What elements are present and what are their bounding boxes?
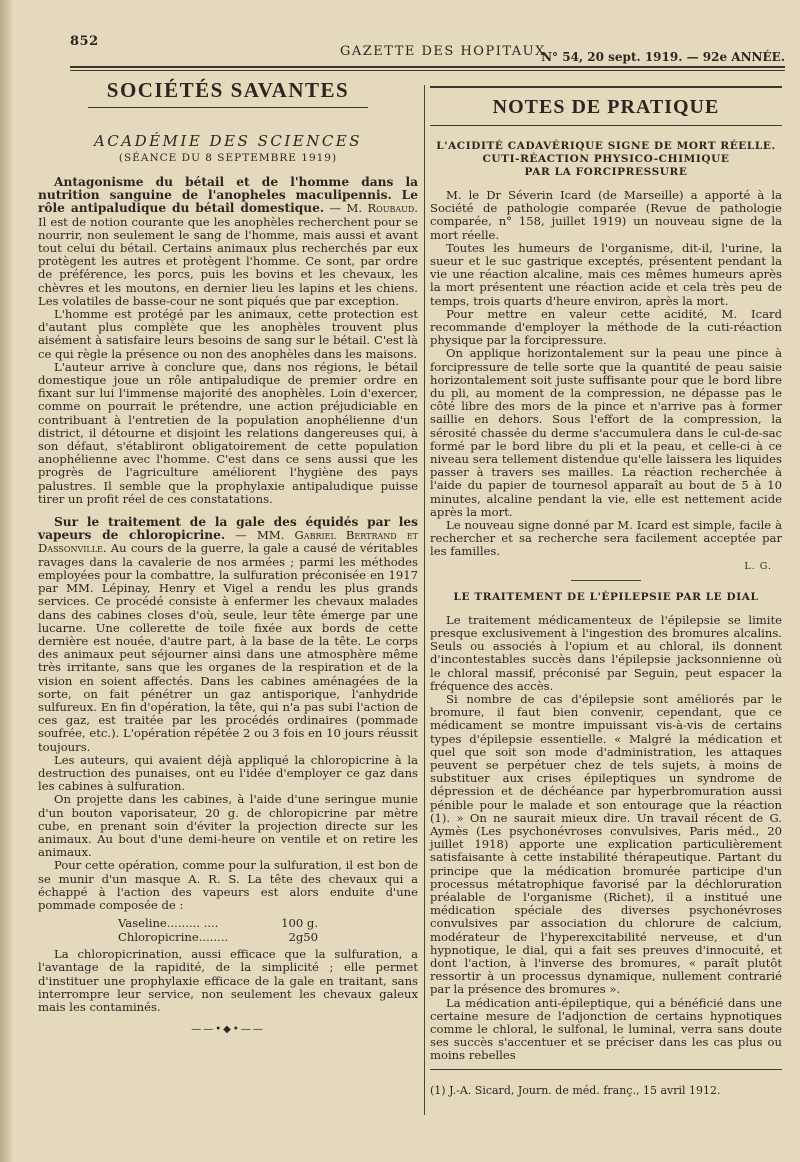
page-edge-shadow xyxy=(0,0,12,1162)
section-title-notes: NOTES DE PRATIQUE xyxy=(492,96,720,118)
formula-row xyxy=(118,916,318,930)
article-paragraph: La médication anti-épileptique, qui a bénéficié dans une certaine mesure de l'adjonction de certains hypnotiques comme le chloral, le sulfonal, le luminal, verra sans doute ses succès s'accentuer et se préciser dans les cas plus ou moins rebelles xyxy=(430,995,782,1063)
article-paragraph: Antagonisme du bétail et de l'homme dans la nutrition sanguine de l'anopheles maculipennis. Le rôle antipaludique du bétail domestique. — M. Roubaud. Il est de notion courante que les anophèles recherchent pour se nourrir, non seulement le sang de l'homme, mais aussi et avant tout celui du bétail. Certains animaux plus recherchés par eux protègent les autres et protègent l'homme. Ce sont, par ordre de préférence, les porcs, puis les bovins et les chevaux, les chèvres et les moutons, en dernier lieu les lapins et les chiens. Les volatiles de basse-cour ne sont piqués que par exception. xyxy=(38,175,418,308)
section-rule xyxy=(88,107,368,108)
article-paragraph: La chloropicrination, aussi efficace que la sulfuration, a l'avantage de la rapidité, de la simplicité ; elle permet d'instituer une prophylaxie efficace de la gale en traitant, sans interrompre leur service, non seulement les chevaux galeux mais les contaminés. xyxy=(38,947,418,1014)
issue-info: N° 54, 20 sept. 1919. — 92e ANNÉE. xyxy=(541,50,785,64)
page-header xyxy=(70,28,785,68)
article-paragraph: Le nouveau signe donné par M. Icard est simple, facile à rechercher et sa recherche sera facilement acceptée par les familles. xyxy=(430,518,782,559)
formula-ingredient: Vaseline......... .... xyxy=(118,916,219,931)
end-ornament: ——•◆•—— xyxy=(191,1024,265,1036)
article-separator xyxy=(571,580,641,581)
column-divider xyxy=(424,85,425,1115)
formula-quantity: 100 g. xyxy=(281,916,318,931)
article-heading-epilepsie: LE TRAITEMENT DE L'ÉPILEPSIE PAR LE DIAL xyxy=(453,590,759,603)
article-signature: L. G. xyxy=(744,560,772,572)
left-column xyxy=(38,70,418,1035)
article-author: MM. Gabriel Bertrand et Dassonville. xyxy=(38,528,419,556)
article-paragraph: Pour cette opération, comme pour la sulfuration, il est bon de se munir d'un masque A. R. S. La tête des chevaux qui a échappé à l'action des vapeurs est alors enduite d'une pommade composée de : xyxy=(38,858,418,912)
article-bertrand xyxy=(38,516,418,1014)
article-text: Il est de notion courante que les anophèles recherchent pour se nourrir, non seulement le sang de l'homme, mais aussi et avant tout celui du bétail. Certains animaux plus recherchés par eux protègent les autres et protègent l'homme. Ce sont, par ordre de préférence, les porcs, puis les bovins et les chevaux, les chèvres et les moutons, en dernier lieu les lapins et les chiens. Les volatiles de basse-cour ne sont piqués que par exception. xyxy=(38,214,418,308)
article-paragraph: M. le Dr Séverin Icard (de Marseille) a apporté à la Société de pathologie comparée (Revue de pathologie comparée, n° 158, juillet 1919) un nouveau signe de la mort réelle. xyxy=(430,188,782,242)
academy-heading: ACADÉMIE DES SCIENCES xyxy=(93,132,363,150)
article-paragraph: Les auteurs, qui avaient déjà appliqué la chloropicrine à la destruction des punaises, ont eu l'idée d'employer ce gaz dans les cabines à sulfuration. xyxy=(38,752,418,794)
article-title: Sur le traitement de la gale des équidés par les vapeurs de chloropicrine. xyxy=(38,515,418,543)
heading-line: L'ACIDITÉ CADAVÉRIQUE SIGNE DE MORT RÉELLE. xyxy=(436,140,776,152)
notes-rule xyxy=(430,125,782,126)
article-paragraph: Si nombre de cas d'épilepsie sont améliorés par le bromure, il faut bien convenir, cependant, que ce médicament se montre impuissant vis-à-vis de certains types d'épilepsie essentielle. « Malgré la médication et quel que soit son mode d'administration, les attaques peuvent se perpétuer chez de tels sujets, à moins de substituer aux crises épileptiques un syndrome de dépression et de déchéance par hyperbromuration aussi pénible pour le malade et son entourage que la réaction (1). » On ne saurait mieux dire. Un travail récent de G. Aymès (Les psychonévroses convulsives, Paris méd., 20 juillet 1918) apporte une explication particulièrement satisfaisante à cette instabilité thérapeutique. Partant du principe que la médication bromurée participe d'un processus métatrophique favorisé par la déchloruration préalable de l'organisme (Richet), il a institué une médication spéciale des diverses psychonévroses convulsives par association du chlorure de calcium, modérateur de l'hyperexcitabilité nerveuse, et d'un hypnotique, le dial, qui a fait ses preuves d'innocuité, et dont l'action, à l'inverse des bromures, « paraît plutôt ressortir à un processus dynamique, nullement contrarié par la présence des bromures ». xyxy=(430,691,782,997)
article-author: M. Roubaud. xyxy=(346,201,418,216)
article-text: Au cours de la guerre, la gale a causé de véritables ravages dans la cavalerie de nos armées ; parmi les méthodes employées pour la combattre, la sulfuration préconisée en 1917 par MM. Lépinay, Henry et Vigel a rendu les plus grands services. Ce procédé consiste à enfermer les chevaux malades dans des cabines closes d'où, seule, leur tête émerge par une lucarne. Une collerette de toile fixée aux bords de cette dernière est nouée, d'autre part, à la base de la tête. Le corps des animaux peut séjourner ainsi dans une atmosphère même très irritante, sans que les organes de la respiration et de la vision en soient affectés. Dans les cabines aménagées de la sorte, on fait pénétrer un gaz antisporique, l'anhydride sulfureux. En fin d'opération, la tête, qui n'a pas subi l'action de ces gaz, est traitée par les procédés ordinaires (pommade soufrée, etc.). L'opération répétée 2 ou 3 fois en 10 jours réussit toujours. xyxy=(38,541,419,754)
article-title: Antagonisme du bétail et de l'homme dans la nutrition sanguine de l'anopheles maculipennis. Le rôle antipaludique du bétail domestique. xyxy=(38,175,418,216)
notes-top-rule xyxy=(430,86,782,88)
journal-title: GAZETTE DES HOPITAUX xyxy=(340,44,546,59)
formula-quantity: 2g50 xyxy=(288,930,318,945)
article-paragraph: L'auteur arrive à conclure que, dans nos régions, le bétail domestique joue un rôle antipaludique de premier ordre en fixant sur lui l'immense majorité des anophèles. Loin d'exercer, comme on pourrait le prétendre, une action préjudiciable en contribuant à l'entretien de la population anophélienne d'un district, il détourne et disjoint les relations dangereuses qui, à son défaut, s'établiront obligatoirement de cette population anophélienne avec l'homme. C'est dans ce sens aussi que les progrès de l'agriculture améliorent l'hygiène des pays palustres. Il semble que la prophylaxie antipaludique puisse tirer un profit réel de ces constatations. xyxy=(38,359,418,506)
article-paragraph: On applique horizontalement sur la peau une pince à forcipressure de telle sorte que la quantité de peau saisie horizontalement soit juste suffisante pour que le bord libre du pli, au moment de la compression, ne dépasse pas le côté libre des mors de la pince et n'arrive pas à former saillie en dehors. Sous l'effort de la compression, la sérosité chassée du derme s'accumulera dans le cul-de-sac formé par le bord libre du pli et la peau, et celle-ci à ce niveau sera tellement distendue qu'elle laissera les liquides passer à travers ses mailles. La réaction recherchée à l'aide du papier de tournesol apparaît au bout de 5 à 10 minutes, alcaline pendant la vie, elle est nettement acide après la mort. xyxy=(430,346,782,519)
footnote: (1) J.-A. Sicard, Journ. de méd. franç., 15 avril 1912. xyxy=(430,1083,721,1097)
formula-ingredient: Chloropicrine........ xyxy=(118,930,229,945)
article-paragraph: On projette dans les cabines, à l'aide d'une seringue munie d'un bouton vaporisateur, 20 g. de chloropicrine par mètre cube, en prenant soin d'éviter la projection directe sur les animaux. Au bout d'une demi-heure on ventile et on retire les animaux. xyxy=(38,792,418,860)
page-number: 852 xyxy=(70,34,99,49)
article-paragraph: Le traitement médicamenteux de l'épilepsie se limite presque exclusivement à l'ingestion des bromures alcalins. Seuls ou associés à l'opium et au chloral, ils donnent d'incontestables succès dans l'épilepsie jacksonnienne où le chloral massif, préconisé par Seguin, peut espacer la fréquence des accès. xyxy=(430,612,782,693)
heading-line: CUTI-RÉACTION PHYSICO-CHIMIQUE xyxy=(482,153,730,165)
right-column xyxy=(430,70,782,1097)
formula-row xyxy=(118,930,318,944)
footnote-rule xyxy=(430,1069,782,1070)
heading-line: PAR LA FORCIPRESSURE xyxy=(524,166,688,178)
article-paragraph: Pour mettre en valeur cette acidité, M. Icard recommande d'employer la méthode de la cuti-réaction physique par la forcipressure. xyxy=(430,306,782,348)
article-paragraph: Sur le traitement de la gale des équidés par les vapeurs de chloropicrine. — MM. Gabriel Bertrand et Dassonville. Au cours de la guerre, la gale a causé de véritables ravages dans la cavalerie de nos armées ; parmi les méthodes employées pour la combattre, la sulfuration préconisée en 1917 par MM. Lépinay, Henry et Vigel a rendu les plus grands services. Ce procédé consiste à enfermer les chevaux malades dans des cabines closes d'où, seule, leur tête émerge par une lucarne. Une collerette de toile fixée aux bords de cette dernière est nouée, d'autre part, à la base de la tête. Le corps des animaux peut séjourner ainsi dans une atmosphère même très irritante, sans que les organes de la respiration et de la vision en soient affectés. Dans les cabines aménagées de la sorte, on fait pénétrer un gaz antisporique, l'anhydride sulfureux. En fin d'opération, la tête, qui n'a pas subi l'action de ces gaz, est traitée par les procédés ordinaires (pommade soufrée, etc.). L'opération répétée 2 ou 3 fois en 10 jours réussit toujours. xyxy=(38,515,419,754)
article-roubaud xyxy=(38,176,418,506)
seance-date: (SÉANCE DU 8 SEPTEMBRE 1919) xyxy=(118,152,338,164)
article-paragraph: Toutes les humeurs de l'organisme, dit-il, l'urine, la sueur et le suc gastrique exceptés, présentent pendant la vie une réaction alcaline, mais ces mêmes humeurs après la mort présentent une réaction acide et cela très peu de temps, trois quarts d'heure environ, après la mort. xyxy=(430,240,782,308)
article-paragraph: L'homme est protégé par les animaux, cette protection est d'autant plus complète que les anophèles trouvent plus aisément à satisfaire leurs besoins de sang sur le bétail. C'est là ce qui règle la présence ou non des anophèles dans les maisons. xyxy=(38,307,418,361)
article-heading-acidite xyxy=(430,140,782,179)
section-title-societes: SOCIÉTÉS SAVANTES xyxy=(106,78,350,102)
header-rule xyxy=(70,66,785,68)
pommade-formula xyxy=(118,916,418,944)
